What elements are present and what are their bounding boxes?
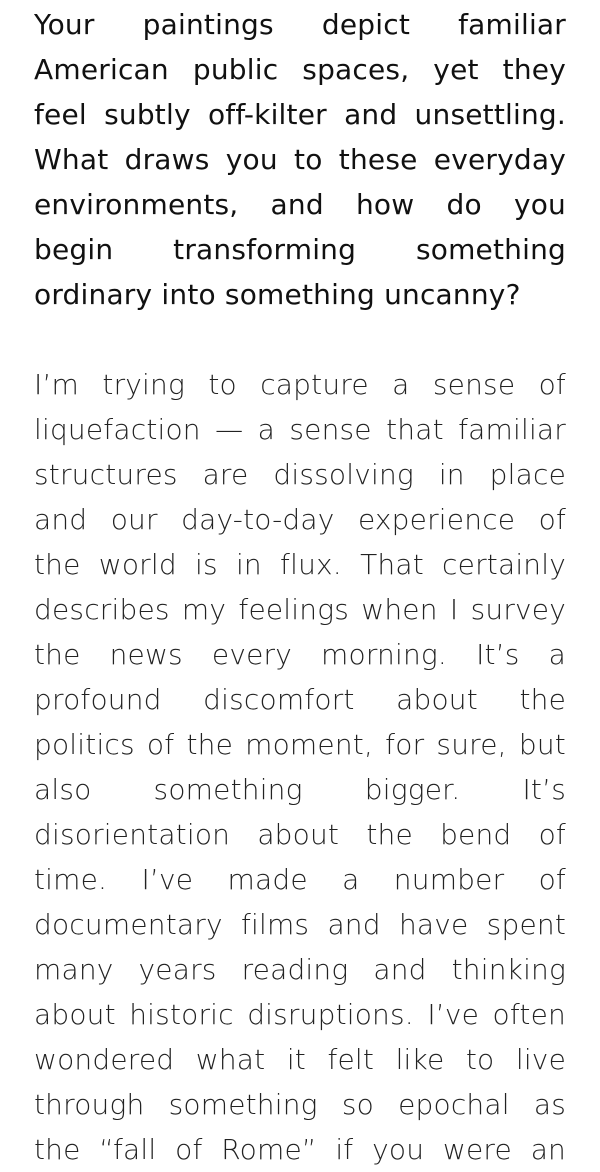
answer-line: the “fall of Rome” if you were an — [34, 1133, 566, 1166]
question-line: What draws you to these everyday — [34, 143, 566, 176]
question-line: ordinary into something uncanny? — [34, 278, 521, 311]
answer-line: the news every morning. It’s a — [34, 638, 566, 671]
answer-line: describes my feelings when I survey — [34, 593, 566, 626]
question-line: feel subtly off-kilter and unsettling. — [34, 98, 566, 131]
answer-line: through something so epochal as — [34, 1088, 566, 1121]
answer-line: politics of the moment, for sure, but — [34, 728, 566, 761]
interview-question — [34, 2, 566, 317]
question-line: begin transforming something — [34, 233, 566, 266]
question-line: environments, and how do you — [34, 188, 566, 221]
answer-line: profound discomfort about the — [34, 683, 566, 716]
question-line: Your paintings depict familiar — [34, 8, 566, 41]
interview-answer — [34, 362, 566, 1172]
answer-line: liquefaction — a sense that familiar — [34, 413, 566, 446]
answer-line: wondered what it felt like to live — [34, 1043, 566, 1076]
answer-line: documentary films and have spent — [34, 908, 566, 941]
answer-line: I’m trying to capture a sense of — [34, 368, 566, 401]
answer-line: also something bigger. It’s — [34, 773, 566, 806]
answer-line: structures are dissolving in place — [34, 458, 566, 491]
answer-line: the world is in flux. That certainly — [34, 548, 566, 581]
answer-line: disorientation about the bend of — [34, 818, 566, 851]
answer-line: time. I’ve made a number of — [34, 863, 566, 896]
question-line: American public spaces, yet they — [34, 53, 566, 86]
answer-line: about historic disruptions. I’ve often — [34, 998, 566, 1031]
answer-line: many years reading and thinking — [34, 953, 566, 986]
answer-line: and our day-to-day experience of — [34, 503, 566, 536]
